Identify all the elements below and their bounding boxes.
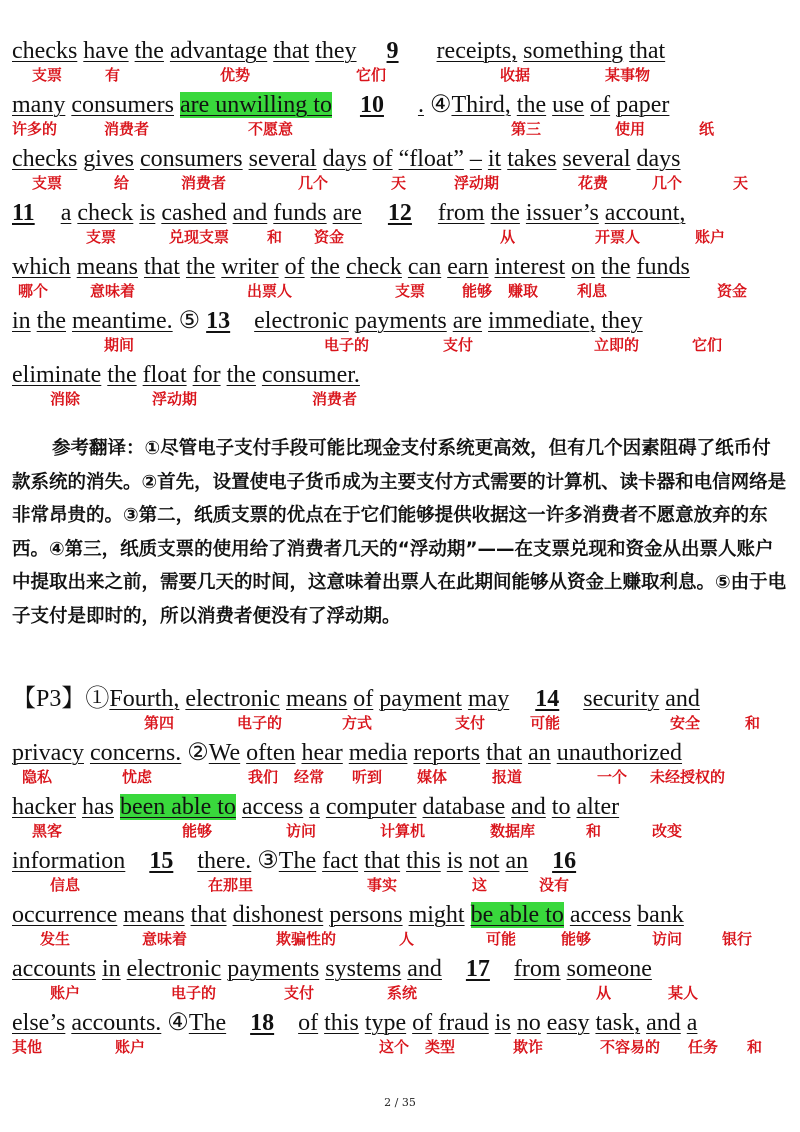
chinese-gloss: 不愿意 <box>248 120 294 138</box>
chinese-gloss: 支票 <box>32 66 63 84</box>
word: advantage <box>169 38 268 64</box>
chinese-gloss: 没有 <box>539 876 570 894</box>
interlinear-line <box>12 252 792 306</box>
word: many <box>12 92 66 118</box>
word: security <box>583 686 660 712</box>
word: for <box>192 362 221 388</box>
chinese-gloss: 支票 <box>86 228 117 246</box>
word: information <box>12 848 126 874</box>
word: a <box>309 794 320 820</box>
word: media <box>348 740 408 766</box>
word: days <box>322 146 367 172</box>
chinese-gloss: 信息 <box>50 876 81 894</box>
word: a <box>60 200 72 226</box>
chinese-gloss: 天 <box>391 174 407 192</box>
word: are <box>332 200 362 226</box>
word: often <box>246 740 296 766</box>
word: systems <box>325 956 402 982</box>
chinese-gloss: 支票 <box>395 282 426 300</box>
word: of <box>284 254 305 280</box>
word: writer <box>221 254 279 280</box>
english-line <box>12 684 700 714</box>
chinese-gloss: 不容易的 <box>600 1038 661 1056</box>
chinese-gloss: 它们 <box>692 336 723 354</box>
word: from <box>513 956 561 982</box>
word: The <box>278 848 317 874</box>
english-line <box>12 36 665 66</box>
word: of <box>298 1010 319 1036</box>
chinese-gloss: 一个 <box>597 768 628 786</box>
chinese-gloss: 听到 <box>352 768 383 786</box>
word: concerns. <box>89 740 182 766</box>
chinese-gloss: 未经授权的 <box>650 768 726 786</box>
word: the <box>36 308 66 334</box>
interlinear-line <box>12 738 792 792</box>
chinese-gloss: 期间 <box>104 336 135 354</box>
word: immediate, <box>488 308 596 334</box>
word: several <box>562 146 631 172</box>
chinese-gloss: 忧虑 <box>122 768 153 786</box>
highlighted-phrase: been able to <box>119 794 236 820</box>
chinese-gloss: 利息 <box>577 282 608 300</box>
chinese-gloss: 消费者 <box>312 390 358 408</box>
word: something <box>523 38 624 64</box>
chinese-gloss: 改变 <box>652 822 683 840</box>
chinese-gloss: 兑现支票 <box>169 228 230 246</box>
chinese-gloss: 任务 <box>688 1038 719 1056</box>
text-run: ② <box>181 740 209 766</box>
blank-number: 17 <box>465 956 490 982</box>
word: is <box>494 1010 511 1036</box>
word: this <box>324 1010 359 1036</box>
word: use <box>552 92 585 118</box>
word: checks <box>12 38 78 64</box>
chinese-gloss: 和 <box>586 822 602 840</box>
word: that <box>143 254 180 280</box>
word: is <box>446 848 463 874</box>
word: eliminate <box>12 362 102 388</box>
word: means <box>123 902 185 928</box>
chinese-gloss: 给 <box>114 174 130 192</box>
blank-number: 11 <box>12 200 35 226</box>
chinese-gloss: 花费 <box>578 174 609 192</box>
chinese-gloss: 账户 <box>115 1038 146 1056</box>
word: reports <box>413 740 481 766</box>
chinese-gloss: 意味着 <box>142 930 188 948</box>
word: not <box>468 848 500 874</box>
word: account, <box>604 200 686 226</box>
word: consumer. <box>261 362 360 388</box>
chinese-gloss: 能够 <box>462 282 493 300</box>
interlinear-line <box>12 36 792 90</box>
blank-number: 16 <box>552 848 577 874</box>
word: payments <box>354 308 447 334</box>
chinese-gloss: 浮动期 <box>454 174 500 192</box>
word: are <box>452 308 483 334</box>
chinese-gloss: 欺骗性的 <box>276 930 337 948</box>
word: float <box>142 362 187 388</box>
interlinear-line <box>12 684 792 738</box>
chinese-gloss: 访问 <box>652 930 683 948</box>
text-run: ④ <box>161 1010 189 1036</box>
translation-body: ①尽管电子支付手段可能比现金支付系统更高效，但有几个因素阻碍了纸币付款系统的消失。②首先，设置使电子货币成为主要支付方式需要的计算机、读卡器和电信网络是非常昂贵的。③第二，纸质支票的优点在于它们能够提供收据这一许多消费者不愿意放弃的东西。④第三，纸质支票的使用给了消费者几天的“浮动期”——在支票兑现和资金从出票人账户中提取出来之前，需要几天的时间，这意味着出票人在此期间能够从资金上赚取利息。⑤由于电子支付是即时的，所以消费者便没有了浮动期。 <box>12 438 787 627</box>
chinese-gloss: 哪个 <box>18 282 49 300</box>
word: means <box>285 686 348 712</box>
word: that <box>273 38 310 64</box>
chinese-gloss: 银行 <box>722 930 753 948</box>
chinese-gloss: 系统 <box>387 984 418 1002</box>
word: check <box>345 254 402 280</box>
chinese-gloss: 几个 <box>652 174 683 192</box>
word: the <box>185 254 216 280</box>
chinese-gloss: 第四 <box>144 714 175 732</box>
word: hacker <box>12 794 76 820</box>
word: several <box>248 146 317 172</box>
chinese-gloss: 有 <box>105 66 121 84</box>
english-line <box>12 306 643 336</box>
chinese-gloss: 这个 <box>379 1038 410 1056</box>
word: that <box>486 740 523 766</box>
chinese-gloss: 它们 <box>356 66 387 84</box>
chinese-gloss: 优势 <box>220 66 251 84</box>
chinese-gloss: 欺诈 <box>513 1038 544 1056</box>
chinese-gloss: 可能 <box>486 930 517 948</box>
interlinear-line <box>12 900 792 954</box>
chinese-gloss: 人 <box>399 930 415 948</box>
word: that <box>364 848 401 874</box>
page-number: 2 / 35 <box>384 1096 416 1109</box>
chinese-gloss: 使用 <box>615 120 646 138</box>
blank-number: 9 <box>386 38 399 64</box>
chinese-gloss: 浮动期 <box>152 390 198 408</box>
word: and <box>646 1010 681 1036</box>
chinese-gloss: 电子的 <box>171 984 217 1002</box>
text-run: ⑤ <box>172 308 207 334</box>
english-line <box>12 738 682 768</box>
word: no <box>516 1010 541 1036</box>
word: privacy <box>12 740 84 766</box>
blank-number: 12 <box>387 200 412 226</box>
chinese-gloss: 黑客 <box>32 822 63 840</box>
interlinear-line <box>12 90 792 144</box>
chinese-gloss: 和 <box>745 714 761 732</box>
interlinear-line <box>12 846 792 900</box>
english-line <box>12 252 690 282</box>
word: gives <box>83 146 134 172</box>
chinese-gloss: 出票人 <box>247 282 293 300</box>
word: can <box>407 254 442 280</box>
english-line <box>12 846 576 876</box>
word: which <box>12 254 71 280</box>
chinese-gloss: 支票 <box>32 174 63 192</box>
word: Fourth, <box>109 686 180 712</box>
chinese-gloss: 某人 <box>668 984 699 1002</box>
chinese-gloss: 开票人 <box>595 228 641 246</box>
word: else’s <box>12 1010 66 1036</box>
chinese-gloss: 电子的 <box>237 714 283 732</box>
interlinear-line <box>12 144 792 198</box>
chinese-gloss: 类型 <box>425 1038 456 1056</box>
word: type <box>364 1010 407 1036</box>
interlinear-line <box>12 360 792 414</box>
word: and <box>665 686 700 712</box>
word: accounts. <box>71 1010 162 1036</box>
chinese-gloss: 和 <box>747 1038 763 1056</box>
word: – <box>469 146 482 172</box>
text-run: ③ <box>251 848 279 874</box>
chinese-gloss: 能够 <box>182 822 213 840</box>
blank-number: 10 <box>359 92 384 118</box>
word: on <box>571 254 596 280</box>
chinese-gloss: 媒体 <box>417 768 448 786</box>
chinese-gloss: 电子的 <box>324 336 370 354</box>
chinese-gloss: 支付 <box>455 714 486 732</box>
word: of <box>590 92 611 118</box>
word: earn <box>447 254 489 280</box>
interlinear-line <box>12 792 792 846</box>
chinese-gloss: 经常 <box>294 768 325 786</box>
chinese-gloss: 从 <box>596 984 612 1002</box>
chinese-gloss: 许多的 <box>12 120 58 138</box>
word: easy <box>546 1010 590 1036</box>
word: payment <box>379 686 462 712</box>
chinese-gloss: 消除 <box>50 390 81 408</box>
word: the <box>516 92 547 118</box>
word: the <box>601 254 631 280</box>
word: from <box>437 200 485 226</box>
word: . <box>417 92 424 118</box>
chinese-gloss: 纸 <box>699 120 715 138</box>
word: may <box>467 686 510 712</box>
chinese-gloss: 消费者 <box>104 120 150 138</box>
word: and <box>407 956 442 982</box>
word: alter <box>576 794 620 820</box>
word: the <box>226 362 256 388</box>
word: the <box>107 362 137 388</box>
word: has <box>81 794 114 820</box>
word: of <box>372 146 393 172</box>
interlinear-line <box>12 954 792 1008</box>
word: persons <box>329 902 403 928</box>
word: the <box>490 200 520 226</box>
word: bank <box>637 902 684 928</box>
text-run <box>465 902 471 928</box>
word: paper <box>616 92 670 118</box>
chinese-gloss: 安全 <box>670 714 701 732</box>
blank-number: 15 <box>149 848 174 874</box>
word: takes <box>507 146 557 172</box>
word: an <box>528 740 551 766</box>
chinese-gloss: 支付 <box>284 984 315 1002</box>
chinese-gloss: 事实 <box>367 876 398 894</box>
text-run: 【P3】① <box>12 686 110 712</box>
word: fraud <box>438 1010 489 1036</box>
text-run: ④ <box>423 92 452 118</box>
word: and <box>511 794 546 820</box>
chinese-gloss: 支付 <box>443 336 474 354</box>
chinese-gloss: 计算机 <box>380 822 426 840</box>
blank-number: 13 <box>206 308 231 334</box>
word: Third, <box>451 92 511 118</box>
word: of <box>353 686 374 712</box>
english-line <box>12 954 652 984</box>
word: is <box>139 200 156 226</box>
word: database <box>422 794 506 820</box>
chinese-gloss: 和 <box>267 228 283 246</box>
chinese-gloss: 在那里 <box>208 876 254 894</box>
chinese-gloss: 发生 <box>40 930 71 948</box>
highlighted-phrase: are unwilling to <box>179 92 332 118</box>
word: electronic <box>126 956 222 982</box>
word: interest <box>494 254 566 280</box>
word: hear <box>301 740 343 766</box>
chinese-gloss: 资金 <box>314 228 345 246</box>
chinese-gloss: 其他 <box>12 1038 43 1056</box>
word: someone <box>566 956 652 982</box>
word: this <box>406 848 441 874</box>
word: might <box>408 902 465 928</box>
chinese-gloss: 几个 <box>298 174 329 192</box>
word: funds <box>273 200 327 226</box>
english-line <box>12 1008 697 1038</box>
word: unauthorized <box>556 740 683 766</box>
chinese-gloss: 我们 <box>248 768 279 786</box>
chinese-gloss: 方式 <box>342 714 373 732</box>
word: of <box>412 1010 433 1036</box>
chinese-gloss: 从 <box>500 228 516 246</box>
word: funds <box>636 254 690 280</box>
chinese-gloss: 账户 <box>50 984 81 1002</box>
word: an <box>505 848 529 874</box>
word: electronic <box>254 308 349 334</box>
word: it <box>487 146 502 172</box>
word: consumers <box>71 92 174 118</box>
word: days <box>636 146 681 172</box>
chinese-gloss: 可能 <box>530 714 561 732</box>
chinese-gloss: 访问 <box>286 822 317 840</box>
english-line <box>12 900 684 930</box>
word: that <box>629 38 666 64</box>
word: cashed <box>161 200 227 226</box>
english-line <box>12 90 669 120</box>
chinese-gloss: 资金 <box>717 282 748 300</box>
interlinear-line <box>12 1008 792 1062</box>
highlighted-phrase: be able to <box>470 902 564 928</box>
word: access <box>569 902 632 928</box>
blank-number: 18 <box>250 1010 275 1036</box>
english-line <box>12 360 360 390</box>
word: the <box>310 254 340 280</box>
word: that <box>190 902 227 928</box>
chinese-gloss: 账户 <box>695 228 726 246</box>
chinese-gloss: 收据 <box>500 66 531 84</box>
word: a <box>686 1010 698 1036</box>
reference-translation <box>12 432 788 633</box>
chinese-gloss: 意味着 <box>90 282 136 300</box>
word: have <box>83 38 129 64</box>
interlinear-line <box>12 198 792 252</box>
word: consumers <box>139 146 243 172</box>
word: access <box>241 794 304 820</box>
word: dishonest <box>232 902 324 928</box>
word: accounts <box>12 956 96 982</box>
interlinear-line <box>12 306 792 360</box>
word: to <box>551 794 571 820</box>
word: they <box>601 308 643 334</box>
word: issuer’s <box>525 200 599 226</box>
chinese-gloss: 赚取 <box>508 282 539 300</box>
english-line <box>12 792 619 822</box>
word: computer <box>325 794 417 820</box>
chinese-gloss: 某事物 <box>605 66 651 84</box>
word: payments <box>227 956 320 982</box>
chinese-gloss: 天 <box>733 174 749 192</box>
word: occurrence <box>12 902 118 928</box>
word: meantime. <box>72 308 173 334</box>
blank-number: 14 <box>535 686 560 712</box>
word: in <box>12 308 31 334</box>
word: “float” <box>398 146 464 172</box>
word: and <box>232 200 268 226</box>
word: We <box>208 740 241 766</box>
word: there. <box>197 848 252 874</box>
word: they <box>315 38 357 64</box>
word: receipts, <box>436 38 518 64</box>
word: check <box>77 200 134 226</box>
word: means <box>76 254 138 280</box>
word: the <box>134 38 164 64</box>
word: checks <box>12 146 78 172</box>
chinese-gloss: 第三 <box>511 120 542 138</box>
chinese-gloss: 消费者 <box>181 174 227 192</box>
word: fact <box>322 848 359 874</box>
word: The <box>188 1010 227 1036</box>
chinese-gloss: 能够 <box>561 930 592 948</box>
word: electronic <box>185 686 280 712</box>
english-line <box>12 144 681 174</box>
chinese-gloss: 隐私 <box>22 768 53 786</box>
chinese-gloss: 这 <box>472 876 488 894</box>
chinese-gloss: 报道 <box>492 768 523 786</box>
chinese-gloss: 立即的 <box>594 336 640 354</box>
translation-heading: 参考翻译： <box>52 438 145 459</box>
word: task, <box>595 1010 641 1036</box>
chinese-gloss: 数据库 <box>490 822 536 840</box>
english-line <box>12 198 685 228</box>
word: in <box>101 956 121 982</box>
